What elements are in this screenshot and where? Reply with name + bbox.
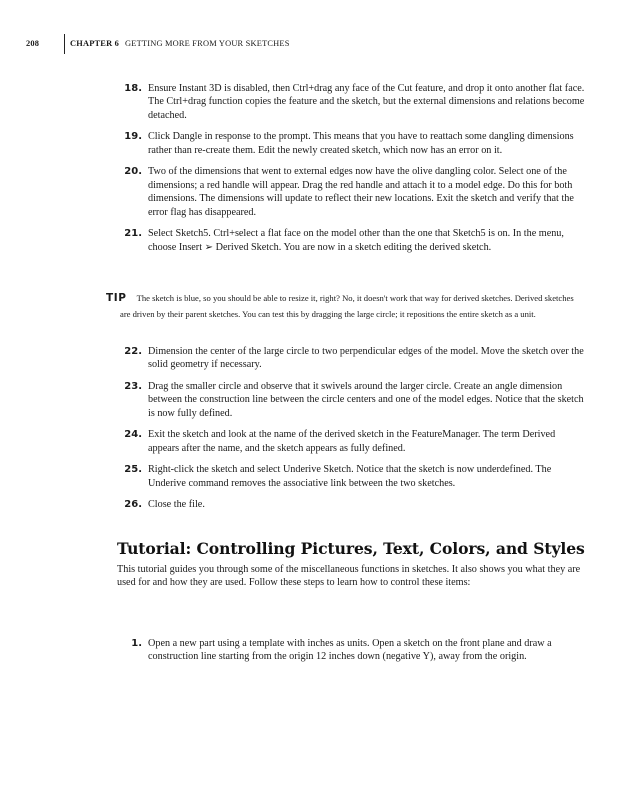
- step-text: Right-click the sketch and select Underive Sketch. Notice that the sketch is now underdefined. The Underive command removes the associative link between the two sketches.: [148, 464, 552, 489]
- step-number: 26.: [124, 499, 142, 511]
- section-heading: Tutorial: Controlling Pictures, Text, Colors, and Styles: [117, 539, 585, 558]
- step-text: Open a new part using a template with inches as units. Open a sketch on the front plane and draw a construction line starting from the origin 12 inches down (negative Y), away from the origin.: [148, 638, 552, 663]
- step-20: [120, 165, 586, 219]
- step-number: 18.: [124, 83, 142, 94]
- tip-label: TIP: [106, 292, 127, 304]
- step-text: Exit the sketch and look at the name of the derived sketch in the FeatureManager. The term Derived appears after the name, and the sketch appears as fully defined.: [148, 429, 556, 454]
- header-divider: [64, 34, 65, 54]
- step-23: [120, 380, 586, 420]
- step-text: Dimension the center of the large circle to two perpendicular edges of the model. Move the sketch over the solid geometry if necessary.: [148, 346, 584, 371]
- steps-list-tutorial: [120, 637, 586, 672]
- tip-body: [106, 291, 584, 323]
- step-number: 25.: [124, 464, 142, 476]
- step-19: [120, 130, 586, 157]
- step-26: [120, 498, 586, 511]
- step-number: 22.: [124, 346, 142, 357]
- step-number: 21.: [124, 228, 142, 240]
- step-text: Ensure Instant 3D is disabled, then Ctrl+drag any face of the Cut feature, and drop it onto another flat face. The Ctrl+drag function copies the feature and the sketch, but the external dimensions and relations become detached.: [148, 83, 585, 121]
- step-number: 1.: [131, 638, 142, 649]
- step-number: 24.: [124, 429, 142, 441]
- step-22: [120, 345, 586, 372]
- step-number: 20.: [124, 166, 142, 178]
- steps-list-22-26: [120, 345, 586, 520]
- chapter-title: GETTING MORE FROM YOUR SKETCHES: [125, 39, 290, 48]
- step-text: Close the file.: [148, 499, 205, 511]
- step-text: Drag the smaller circle and observe that it swivels around the larger circle. Create an angle dimension between the construction line between the circle centers and one of the model edges. Notice that the sketch is now fully defined.: [148, 381, 584, 419]
- section-intro: This tutorial guides you through some of the miscellaneous functions in sketches. It also shows you what they are used for and how they are used. Follow these steps to learn how to control these items:: [117, 564, 581, 589]
- step-text: Click Dangle in response to the prompt. This means that you have to reattach some dangling dimensions rather than re-create them. Edit the newly created sketch, which now has an error on it.: [148, 131, 574, 156]
- step-21: [120, 227, 586, 254]
- step-number: 19.: [124, 131, 142, 143]
- steps-list-18-21: [120, 82, 586, 262]
- page-number: 208: [26, 39, 40, 48]
- step-text: Select Sketch5. Ctrl+select a flat face on the model other than the one that Sketch5 is on. In the menu, choose Insert ➢ Derived Sketch. You are now in a sketch editing the derived sketch.: [148, 228, 564, 253]
- step-24: [120, 428, 586, 455]
- step-1: [120, 637, 586, 664]
- running-header: [26, 34, 290, 54]
- chapter-label: CHAPTER 6: [70, 39, 120, 48]
- step-text: Two of the dimensions that went to external edges now have the olive dangling color. Select one of the dimensions; a red handle will appear. Drag the red handle and attach it to a model edge. Do this for both dimensions. The dimensions will update to reflect their new locations. Exit the sketch and verify that the error flag has disappeared.: [148, 166, 574, 218]
- step-18: [120, 82, 586, 122]
- tip-text: The sketch is blue, so you should be able to resize it, right? No, it doesn't work that way for derived sketches. Derived sketches are driven by their parent sketches. You can test this by dragging the large circle; it repositions the entire sketch as a unit.: [120, 293, 574, 319]
- step-number: 23.: [124, 381, 142, 392]
- step-25: [120, 463, 586, 490]
- tip-box: [92, 291, 584, 323]
